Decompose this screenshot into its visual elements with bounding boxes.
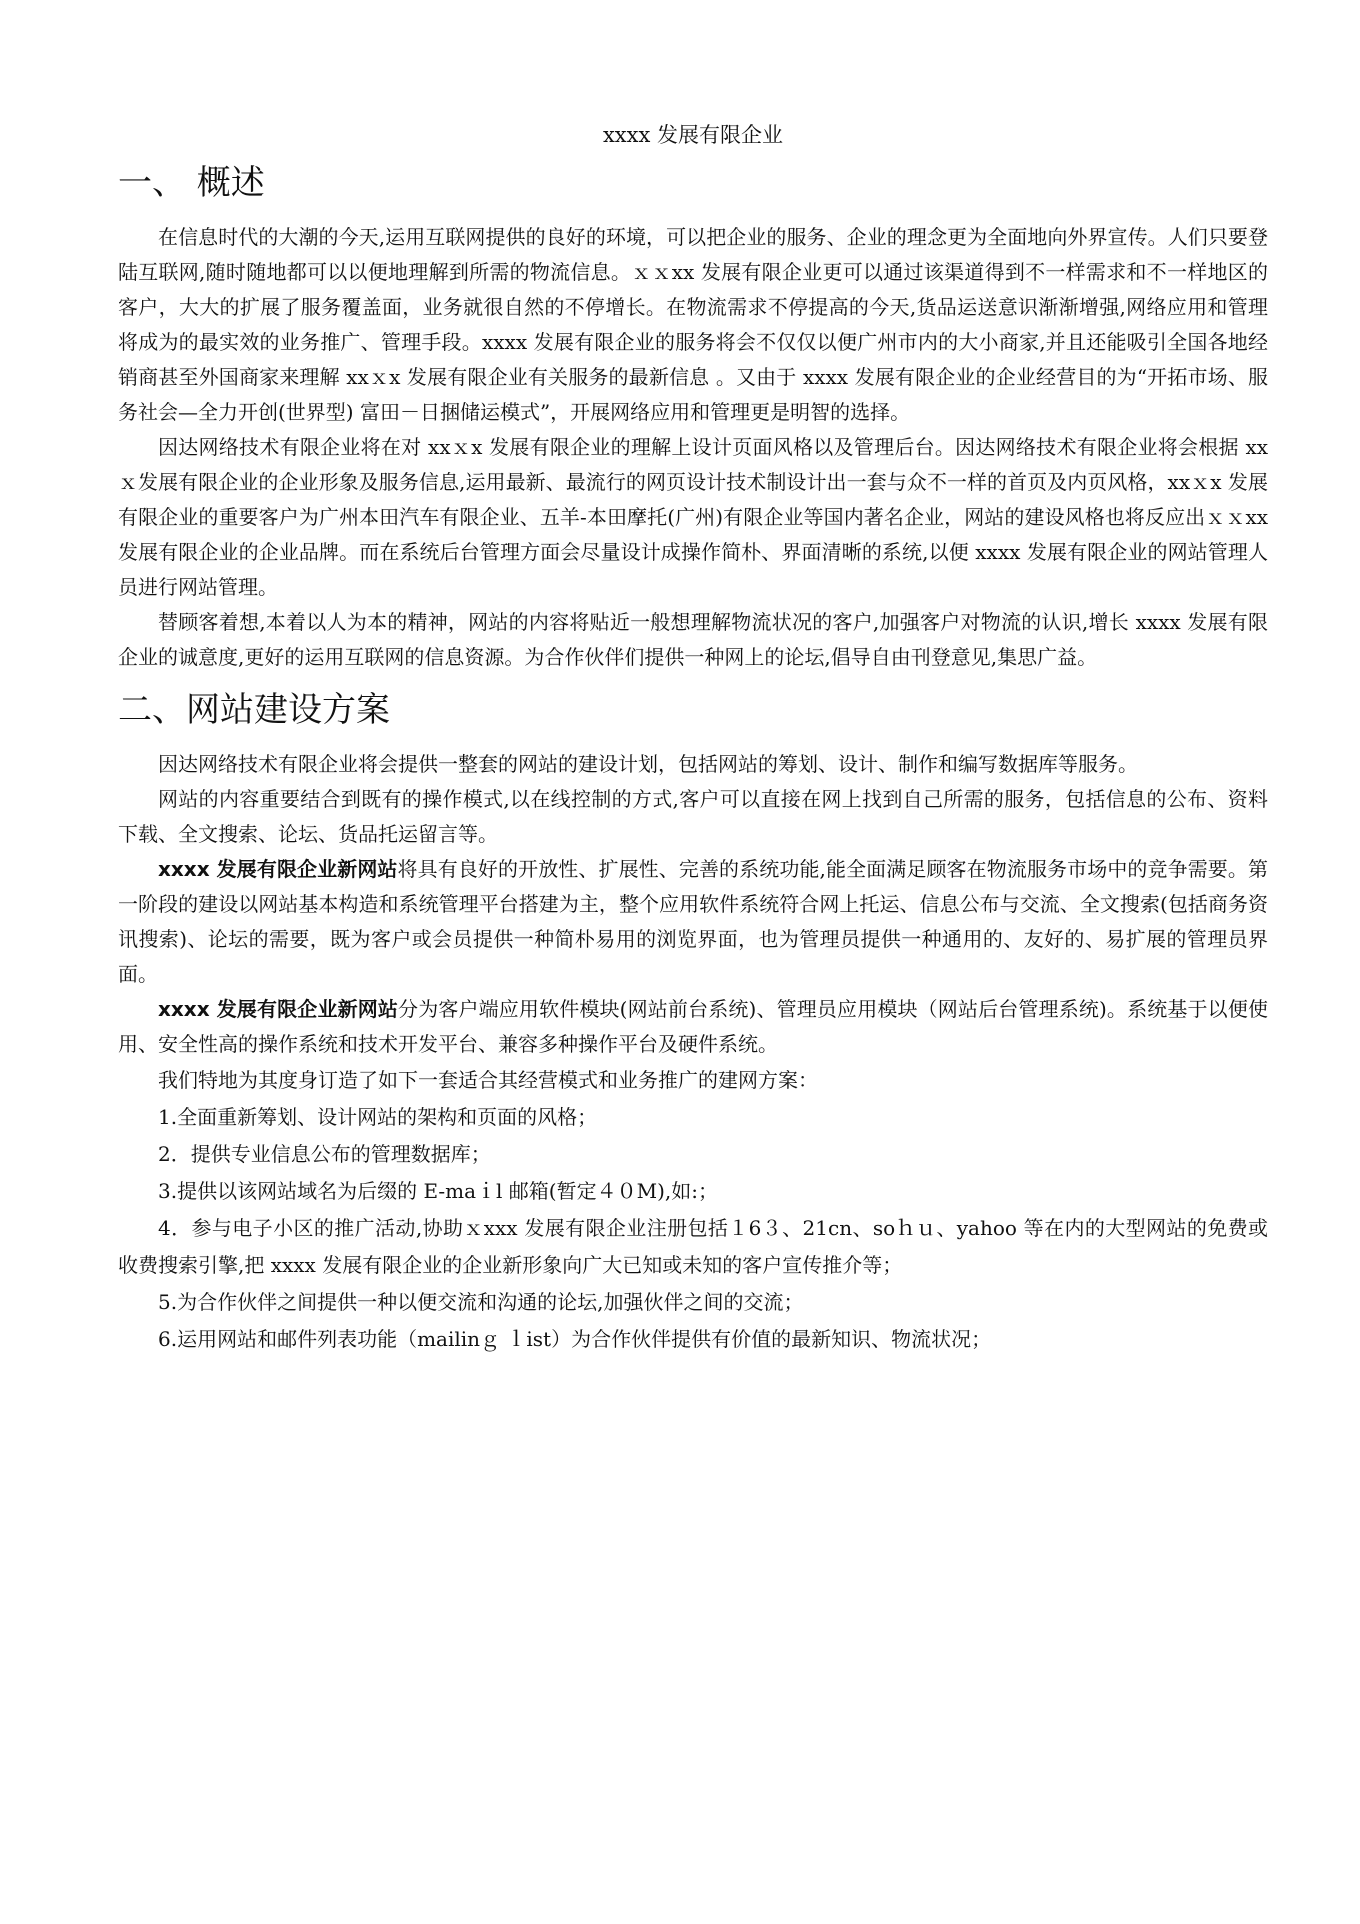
new-site-paragraph-1 [118, 852, 1268, 992]
plan-paragraph-2: 网站的内容重要结合到既有的操作模式,以在线控制的方式,客户可以直接在网上找到自己所需的服务，包括信息的公布、资料下载、全文搜索、论坛、货品托运留言等。 [118, 787, 1268, 846]
plan-item-1: 1.全面重新筹划、设计网站的架构和页面的风格； [158, 1105, 598, 1129]
new-site-text-1: 将具有良好的开放性、扩展性、完善的系统功能,能全面满足顾客在物流服务市场中的竞争需要。第一阶段的建设以网站基本构造和系统管理平台搭建为主，整个应用软件系统符合网上托运、信息公布与交流、全文搜索(包括商务资讯搜索)、论坛的需要，既为客户或会员提供一种简朴易用的浏览界面，也为管理员提供一种通用的、友好的、易扩展的管理员界面。 [118, 857, 1268, 986]
overview-paragraph-3: 替顾客着想,本着以人为本的精神，网站的内容将贴近一般想理解物流状况的客户,加强客户对物流的认识,增长 xxxx 发展有限企业的诚意度,更好的运用互联网的信息资源。为合作伙伴们提供一种网上的论坛,倡导自由刊登意见,集思广益。 [118, 610, 1268, 669]
new-site-text-2: 分为客户端应用软件模块(网站前台系统)、管理员应用模块（网站后台管理系统)。系统基于以便使用、安全性高的操作系统和技术开发平台、兼容多种操作平台及硬件系统。 [118, 997, 1268, 1056]
overview-paragraph-1: 在信息时代的大潮的今天,运用互联网提供的良好的环境，可以把企业的服务、企业的理念更为全面地向外界宣传。人们只要登陆互联网,随时随地都可以以便地理解到所需的物流信息。ｘｘxx 发展有限企业更可以通过该渠道得到不一样需求和不一样地区的客户，大大的扩展了服务覆盖面，业务就很自然的不停增长。在物流需求不停提高的今天,货品运送意识渐渐增强,网络应用和管理将成为的最实效的业务推广、管理手段。xxxx 发展有限企业的服务将会不仅仅以便广州市内的大小商家,并且还能吸引全国各地经销商甚至外国商家来理解 xxｘx 发展有限企业有关服务的最新信息 。又由于 xxxx 发展有限企业的企业经营目的为“开拓市场、服务社会—全力开创(世界型) 富田－日捆储运模式”，开展网络应用和管理更是明智的选择。 [118, 225, 1268, 424]
new-site-paragraph-2 [118, 992, 1268, 1062]
section-spacer [118, 675, 1268, 685]
section-heading-website-plan: 二、网站建设方案 [118, 690, 390, 730]
new-site-bold-lead-2: xxxx 发展有限企业新网站 [158, 997, 399, 1021]
plan-item-2: 2．提供专业信息公布的管理数据库； [158, 1142, 491, 1166]
plan-item-6: 6.运用网站和邮件列表功能（mailinｇ ｌist）为合作伙伴提供有价值的最新知识、物流状况； [158, 1327, 992, 1351]
plan-item-5: 5.为合作伙伴之间提供一种以便交流和沟通的论坛,加强伙伴之间的交流； [158, 1290, 804, 1314]
overview-paragraph-2: 因达网络技术有限企业将在对 xxｘx 发展有限企业的理解上设计页面风格以及管理后台。因达网络技术有限企业将会根据 xxｘ发展有限企业的企业形象及服务信息,运用最新、最流行的网页设计技术制设计出一套与众不一样的首页及内页风格，xxｘx 发展有限企业的重要客户为广州本田汽车有限企业、五羊-本田摩托(广州)有限企业等国内著名企业，网站的建设风格也将反应出ｘｘxx 发展有限企业的企业品牌。而在系统后台管理方面会尽量设计成操作简朴、界面清晰的系统,以便 xxxx 发展有限企业的网站管理人员进行网站管理。 [118, 435, 1268, 599]
plan-item-3: 3.提供以该网站域名为后缀的 E-maｉl 邮箱(暂定４０M),如:； [158, 1179, 718, 1203]
document-page [118, 120, 1268, 1358]
section-heading-overview: 一、 概述 [118, 163, 265, 203]
document-title: xxxx 发展有限企业 [602, 123, 784, 147]
plan-intro: 我们特地为其度身订造了如下一套适合其经营模式和业务推广的建网方案： [158, 1068, 818, 1092]
plan-paragraph-1: 因达网络技术有限企业将会提供一整套的网站的建设计划，包括网站的筹划、设计、制作和编写数据库等服务。 [158, 752, 1138, 776]
plan-item-4: 4．参与电子小区的推广活动,协助ｘxxx 发展有限企业注册包括１6３、21cn、soｈｕ、yahoo 等在内的大型网站的免费或收费搜索引擎,把 xxxx 发展有限企业的企业新形象向广大已知或未知的客户宣传推介等； [118, 1216, 1268, 1277]
new-site-bold-lead-1: xxxx 发展有限企业新网站 [158, 857, 398, 881]
